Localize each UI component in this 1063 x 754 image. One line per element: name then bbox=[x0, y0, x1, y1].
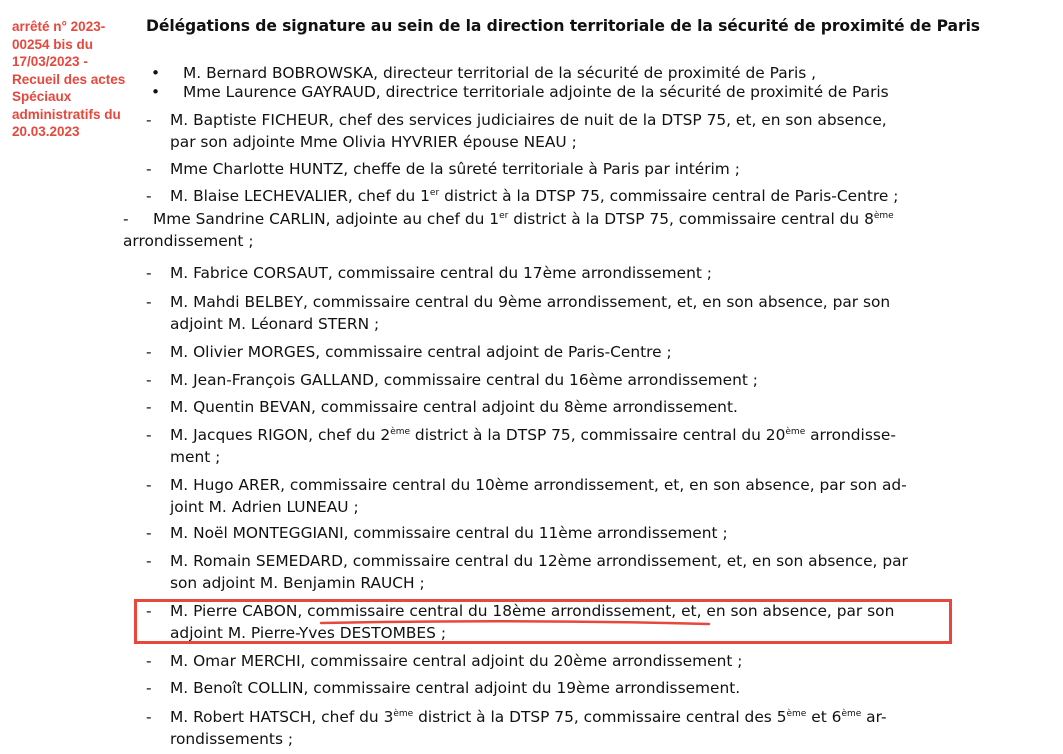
dash-marker: - bbox=[146, 426, 152, 444]
dash-marker: - bbox=[146, 264, 152, 282]
item-text-continued: joint M. Adrien LUNEAU ; bbox=[170, 498, 359, 516]
item-text: M. Hugo ARER, commissaire central du 10ème arrondissement, et, en son absence, par son ad- bbox=[170, 476, 907, 494]
item-text: M. Jacques RIGON, chef du 2ème district à la DTSP 75, commissaire central du 20ème arrondisse- bbox=[170, 426, 896, 444]
underline-annotation bbox=[319, 617, 711, 627]
item-text: M. Olivier MORGES, commissaire central adjoint de Paris-Centre ; bbox=[170, 343, 672, 361]
item-text: Mme Sandrine CARLIN, adjointe au chef du 1er district à la DTSP 75, commissaire central du 8ème bbox=[153, 210, 894, 228]
dash-marker: - bbox=[123, 210, 129, 228]
item-text: Mme Charlotte HUNTZ, cheffe de la sûreté territoriale à Paris par intérim ; bbox=[170, 160, 740, 178]
dash-marker: - bbox=[146, 708, 152, 726]
dash-marker: - bbox=[146, 160, 152, 178]
bullet-marker: • bbox=[151, 83, 161, 101]
dash-marker: - bbox=[146, 398, 152, 416]
item-text: M. Romain SEMEDARD, commissaire central du 12ème arrondissement, et, en son absence, par bbox=[170, 552, 908, 570]
item-text: M. Omar MERCHI, commissaire central adjoint du 20ème arrondissement ; bbox=[170, 652, 743, 670]
item-text-continued: par son adjointe Mme Olivia HYVRIER épouse NEAU ; bbox=[170, 133, 577, 151]
item-text: M. Noël MONTEGGIANI, commissaire central du 11ème arrondissement ; bbox=[170, 524, 728, 542]
item-text: M. Bernard BOBROWSKA, directeur territorial de la sécurité de proximité de Paris , bbox=[183, 64, 817, 82]
item-text: M. Mahdi BELBEY, commissaire central du 9ème arrondissement, et, en son absence, par son bbox=[170, 293, 891, 311]
item-text-continued: ment ; bbox=[170, 448, 221, 466]
item-text: M. Pierre CABON, commissaire central du 18ème arrondissement, et, en son absence, par son bbox=[170, 602, 895, 620]
item-text-continued: adjoint M. Pierre-Yves DESTOMBES ; bbox=[170, 624, 447, 642]
dash-marker: - bbox=[146, 293, 152, 311]
item-text: M. Fabrice CORSAUT, commissaire central du 17ème arrondissement ; bbox=[170, 264, 712, 282]
dash-marker: - bbox=[146, 187, 152, 205]
item-text-continued: adjoint M. Léonard STERN ; bbox=[170, 315, 380, 333]
side-annotation: arrêté n° 2023-00254 bis du 17/03/2023 - Recueil des actes Spéciaux administratifs du 20.03.2023 bbox=[12, 19, 126, 139]
item-text-continued: son adjoint M. Benjamin RAUCH ; bbox=[170, 574, 425, 592]
item-text: M. Baptiste FICHEUR, chef des services judiciaires de nuit de la DTSP 75, et, en son absence, bbox=[170, 111, 887, 129]
item-text-continued: arrondissement ; bbox=[123, 232, 254, 250]
dash-marker: - bbox=[146, 524, 152, 542]
dash-marker: - bbox=[146, 343, 152, 361]
dash-marker: - bbox=[146, 602, 152, 620]
item-text: M. Blaise LECHEVALIER, chef du 1er district à la DTSP 75, commissaire central de Paris-Centre ; bbox=[170, 187, 899, 205]
item-text: M. Quentin BEVAN, commissaire central adjoint du 8ème arrondissement. bbox=[170, 398, 738, 416]
page-title: Délégations de signature au sein de la direction territoriale de la sécurité de proximité de Paris bbox=[146, 17, 980, 35]
dash-marker: - bbox=[146, 476, 152, 494]
item-text: M. Robert HATSCH, chef du 3ème district à la DTSP 75, commissaire central des 5ème et 6ème ar- bbox=[170, 708, 887, 726]
bullet-marker: • bbox=[151, 64, 161, 82]
dash-marker: - bbox=[146, 111, 152, 129]
item-text: M. Jean-François GALLAND, commissaire central du 16ème arrondissement ; bbox=[170, 371, 758, 389]
item-text: Mme Laurence GAYRAUD, directrice territoriale adjointe de la sécurité de proximité de Paris bbox=[183, 83, 889, 101]
dash-marker: - bbox=[146, 552, 152, 570]
dash-marker: - bbox=[146, 652, 152, 670]
item-text: M. Benoît COLLIN, commissaire central adjoint du 19ème arrondissement. bbox=[170, 679, 741, 697]
dash-marker: - bbox=[146, 679, 152, 697]
dash-marker: - bbox=[146, 371, 152, 389]
item-text-continued: rondissements ; bbox=[170, 730, 294, 748]
